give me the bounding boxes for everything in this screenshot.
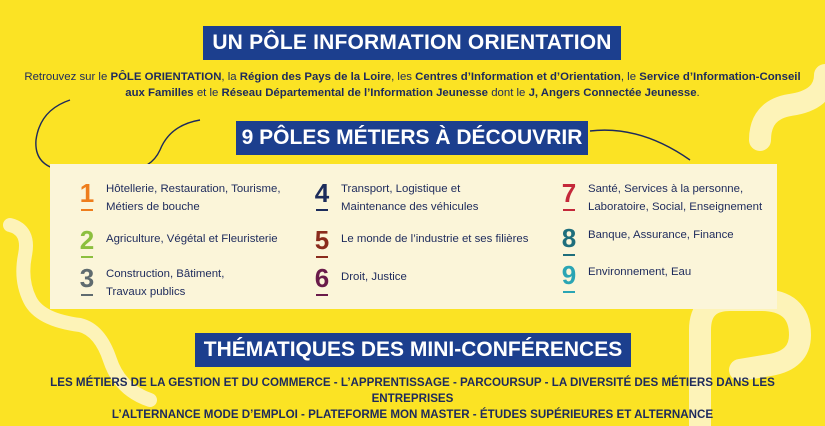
intro-paragraph (20, 69, 805, 101)
pole-label: Construction, Bâtiment, Travaux publics (106, 268, 225, 298)
pole-number-underline (316, 294, 328, 296)
pole-item-9 (558, 262, 691, 288)
pole-item-3 (76, 265, 224, 301)
pole-number: 3 (76, 265, 98, 291)
intro-bold-region: Région des Pays de la Loire (239, 71, 392, 83)
pole-number-underline (81, 294, 93, 296)
intro-text-2: , la (221, 71, 240, 83)
pole-number: 6 (311, 265, 333, 291)
section-title-pole-information: UN PÔLE INFORMATION ORIENTATION (203, 26, 621, 60)
pole-number-underline (81, 209, 93, 211)
pole-item-2 (76, 227, 278, 253)
pole-label: Environnement, Eau (588, 266, 692, 278)
pole-label: Transport, Logistique et Maintenance des véhicules (341, 183, 479, 213)
intro-bold-pole-orientation: PÔLE ORIENTATION (110, 71, 222, 83)
themes-line-2: L’ALTERNANCE MODE D’EMPLOI - PLATEFORME MON MASTER - ÉTUDES SUPÉRIEURES ET ALTERNANCE (111, 408, 714, 421)
intro-bold-sicf: Service d’Information-Conseil aux Familles (125, 71, 801, 99)
intro-text-5: et le (193, 87, 222, 99)
pole-number-underline (81, 256, 93, 258)
pole-number: 2 (76, 227, 98, 253)
intro-bold-j-angers: J, Angers Connectée Jeunesse (528, 87, 697, 99)
themes-line-1: LES MÉTIERS DE LA GESTION ET DU COMMERCE - L’APPRENTISSAGE - PARCOURSUP - LA DIVERSITÉ DES MÉTIERS DANS LES ENTREPRISES (50, 376, 775, 405)
pole-item-6 (311, 265, 407, 291)
pole-number: 5 (311, 227, 333, 253)
section-title-mini-conferences: THÉMATIQUES DES MINI-CONFÉRENCES (195, 333, 631, 367)
intro-text-7: . (696, 87, 700, 99)
pole-item-1 (76, 180, 281, 216)
intro-bold-cio: Centres d’Information et d’Orientation (415, 71, 621, 83)
pole-label: Agriculture, Végétal et Fleuristerie (106, 233, 278, 245)
pole-number-underline (316, 209, 328, 211)
pole-number: 8 (558, 225, 580, 251)
conference-themes (10, 375, 815, 423)
pole-number: 9 (558, 262, 580, 288)
pole-number: 4 (311, 180, 333, 206)
pole-number-underline (316, 256, 328, 258)
pole-item-7 (558, 180, 762, 216)
pole-label: Banque, Assurance, Finance (588, 229, 734, 241)
pole-number: 1 (76, 180, 98, 206)
intro-bold-rdij: Réseau Départemental de l’Information Jeunesse (221, 87, 489, 99)
pole-label: Droit, Justice (341, 271, 407, 283)
pole-label: Santé, Services à la personne, Laboratoire, Social, Enseignement (588, 183, 763, 213)
pole-item-8 (558, 225, 734, 251)
intro-text-1: Retrouvez sur le (24, 71, 111, 83)
pole-item-4 (311, 180, 478, 216)
pole-number-underline (563, 254, 575, 256)
section-title-poles-metiers: 9 PÔLES MÉTIERS À DÉCOUVRIR (236, 121, 588, 155)
intro-text-4: , le (620, 71, 640, 83)
pole-label: Le monde de l’industrie et ses filières (341, 233, 529, 245)
intro-text-6: dont le (488, 87, 529, 99)
deco-line-right (590, 130, 690, 160)
pole-number: 7 (558, 180, 580, 206)
poles-panel (50, 164, 777, 309)
intro-text-3: , les (391, 71, 416, 83)
pole-label: Hôtellerie, Restauration, Tourisme, Métiers de bouche (106, 183, 281, 213)
pole-item-5 (311, 227, 528, 253)
pole-number-underline (563, 209, 575, 211)
pole-number-underline (563, 291, 575, 293)
deco-line-left (36, 100, 200, 170)
